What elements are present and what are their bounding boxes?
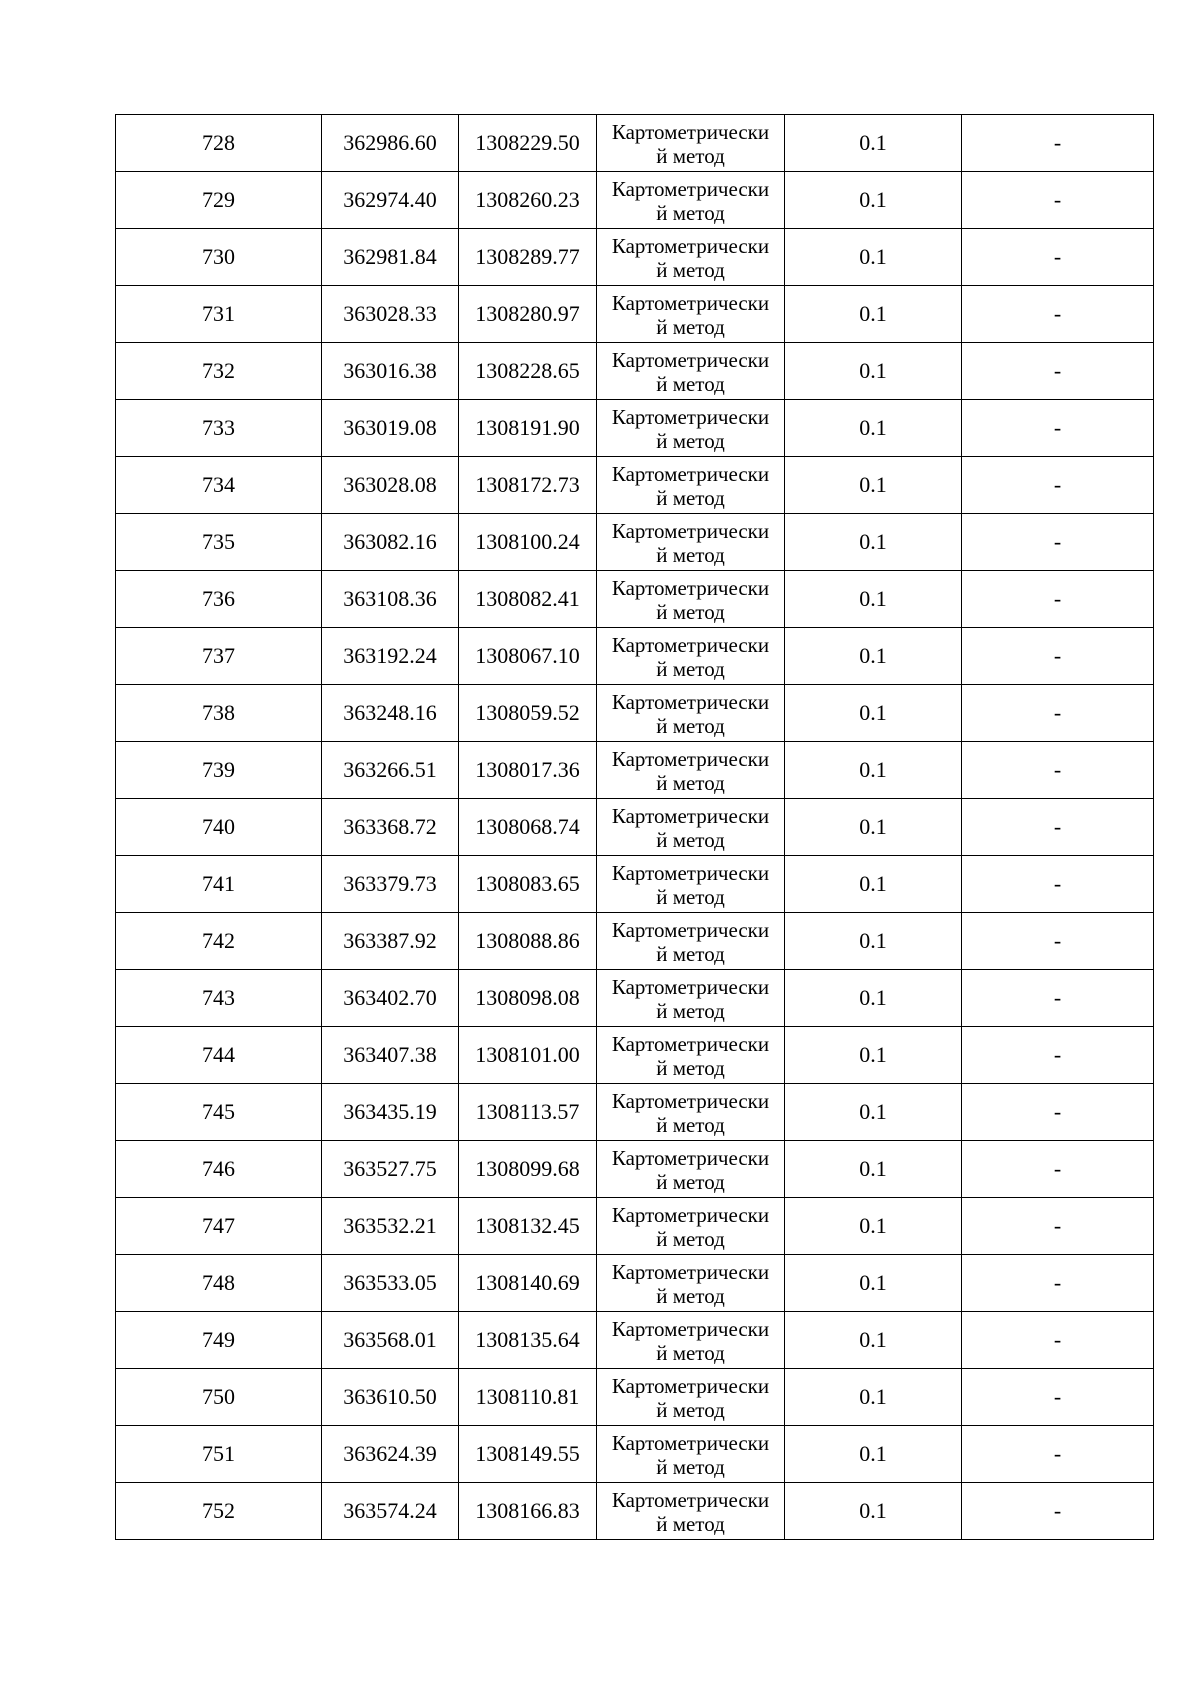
cell-x-coordinate: 363379.73 — [322, 856, 459, 913]
cell-note: - — [962, 913, 1154, 970]
table-row — [116, 400, 1154, 457]
cell-note: - — [962, 628, 1154, 685]
cell-note: - — [962, 1426, 1154, 1483]
cell-point-number: 741 — [116, 856, 322, 913]
cell-note: - — [962, 1255, 1154, 1312]
cell-y-coordinate: 1308140.69 — [459, 1255, 597, 1312]
cell-note: - — [962, 799, 1154, 856]
cell-method: Картометрически й метод — [597, 799, 785, 856]
cell-point-number: 751 — [116, 1426, 322, 1483]
cell-note: - — [962, 343, 1154, 400]
cell-accuracy: 0.1 — [785, 799, 962, 856]
table-row — [116, 856, 1154, 913]
cell-point-number: 743 — [116, 970, 322, 1027]
cell-note: - — [962, 400, 1154, 457]
cell-x-coordinate: 363532.21 — [322, 1198, 459, 1255]
table-row — [116, 343, 1154, 400]
cell-y-coordinate: 1308135.64 — [459, 1312, 597, 1369]
cell-method: Картометрически й метод — [597, 913, 785, 970]
cell-method: Картометрически й метод — [597, 343, 785, 400]
cell-y-coordinate: 1308098.08 — [459, 970, 597, 1027]
cell-note: - — [962, 457, 1154, 514]
cell-accuracy: 0.1 — [785, 628, 962, 685]
cell-method: Картометрически й метод — [597, 286, 785, 343]
table-row — [116, 1312, 1154, 1369]
cell-y-coordinate: 1308082.41 — [459, 571, 597, 628]
cell-method: Картометрически й метод — [597, 1483, 785, 1540]
table-row — [116, 742, 1154, 799]
cell-method: Картометрически й метод — [597, 400, 785, 457]
cell-point-number: 736 — [116, 571, 322, 628]
cell-method: Картометрически й метод — [597, 229, 785, 286]
cell-method: Картометрически й метод — [597, 1312, 785, 1369]
cell-point-number: 733 — [116, 400, 322, 457]
cell-y-coordinate: 1308059.52 — [459, 685, 597, 742]
cell-x-coordinate: 363108.36 — [322, 571, 459, 628]
coordinates-table-body — [116, 115, 1154, 1540]
cell-note: - — [962, 1483, 1154, 1540]
cell-point-number: 752 — [116, 1483, 322, 1540]
cell-method: Картометрически й метод — [597, 115, 785, 172]
cell-y-coordinate: 1308099.68 — [459, 1141, 597, 1198]
cell-x-coordinate: 363082.16 — [322, 514, 459, 571]
cell-x-coordinate: 363019.08 — [322, 400, 459, 457]
cell-x-coordinate: 363407.38 — [322, 1027, 459, 1084]
table-row — [116, 1141, 1154, 1198]
cell-y-coordinate: 1308101.00 — [459, 1027, 597, 1084]
cell-x-coordinate: 363574.24 — [322, 1483, 459, 1540]
cell-method: Картометрически й метод — [597, 172, 785, 229]
cell-note: - — [962, 1312, 1154, 1369]
cell-x-coordinate: 363533.05 — [322, 1255, 459, 1312]
cell-x-coordinate: 363624.39 — [322, 1426, 459, 1483]
cell-note: - — [962, 571, 1154, 628]
cell-accuracy: 0.1 — [785, 514, 962, 571]
cell-point-number: 732 — [116, 343, 322, 400]
cell-y-coordinate: 1308113.57 — [459, 1084, 597, 1141]
cell-x-coordinate: 363387.92 — [322, 913, 459, 970]
cell-accuracy: 0.1 — [785, 1141, 962, 1198]
cell-accuracy: 0.1 — [785, 1255, 962, 1312]
coordinates-table — [115, 114, 1154, 1540]
cell-accuracy: 0.1 — [785, 286, 962, 343]
cell-note: - — [962, 115, 1154, 172]
cell-note: - — [962, 742, 1154, 799]
table-row — [116, 1084, 1154, 1141]
cell-x-coordinate: 363568.01 — [322, 1312, 459, 1369]
table-row — [116, 1255, 1154, 1312]
cell-note: - — [962, 1084, 1154, 1141]
cell-note: - — [962, 1198, 1154, 1255]
cell-point-number: 728 — [116, 115, 322, 172]
cell-accuracy: 0.1 — [785, 685, 962, 742]
cell-accuracy: 0.1 — [785, 571, 962, 628]
cell-y-coordinate: 1308088.86 — [459, 913, 597, 970]
cell-method: Картометрически й метод — [597, 457, 785, 514]
cell-method: Картометрически й метод — [597, 1426, 785, 1483]
table-row — [116, 1369, 1154, 1426]
cell-point-number: 730 — [116, 229, 322, 286]
cell-x-coordinate: 363402.70 — [322, 970, 459, 1027]
cell-y-coordinate: 1308166.83 — [459, 1483, 597, 1540]
cell-accuracy: 0.1 — [785, 1369, 962, 1426]
cell-point-number: 745 — [116, 1084, 322, 1141]
cell-note: - — [962, 172, 1154, 229]
cell-accuracy: 0.1 — [785, 1483, 962, 1540]
cell-y-coordinate: 1308083.65 — [459, 856, 597, 913]
cell-x-coordinate: 363527.75 — [322, 1141, 459, 1198]
cell-x-coordinate: 363016.38 — [322, 343, 459, 400]
cell-method: Картометрически й метод — [597, 1198, 785, 1255]
cell-method: Картометрически й метод — [597, 514, 785, 571]
cell-accuracy: 0.1 — [785, 742, 962, 799]
cell-y-coordinate: 1308017.36 — [459, 742, 597, 799]
cell-x-coordinate: 363266.51 — [322, 742, 459, 799]
cell-y-coordinate: 1308100.24 — [459, 514, 597, 571]
table-row — [116, 685, 1154, 742]
cell-method: Картометрически й метод — [597, 970, 785, 1027]
cell-y-coordinate: 1308110.81 — [459, 1369, 597, 1426]
cell-point-number: 738 — [116, 685, 322, 742]
cell-x-coordinate: 362986.60 — [322, 115, 459, 172]
cell-point-number: 740 — [116, 799, 322, 856]
cell-point-number: 737 — [116, 628, 322, 685]
cell-method: Картометрически й метод — [597, 1084, 785, 1141]
cell-note: - — [962, 856, 1154, 913]
table-row — [116, 457, 1154, 514]
cell-point-number: 739 — [116, 742, 322, 799]
cell-method: Картометрически й метод — [597, 856, 785, 913]
cell-accuracy: 0.1 — [785, 1426, 962, 1483]
cell-note: - — [962, 1027, 1154, 1084]
cell-point-number: 746 — [116, 1141, 322, 1198]
table-row — [116, 172, 1154, 229]
cell-point-number: 735 — [116, 514, 322, 571]
cell-x-coordinate: 363248.16 — [322, 685, 459, 742]
cell-y-coordinate: 1308149.55 — [459, 1426, 597, 1483]
cell-y-coordinate: 1308229.50 — [459, 115, 597, 172]
table-row — [116, 229, 1154, 286]
cell-y-coordinate: 1308228.65 — [459, 343, 597, 400]
cell-y-coordinate: 1308172.73 — [459, 457, 597, 514]
cell-x-coordinate: 363028.08 — [322, 457, 459, 514]
table-row — [116, 571, 1154, 628]
cell-x-coordinate: 363192.24 — [322, 628, 459, 685]
cell-method: Картометрически й метод — [597, 571, 785, 628]
cell-y-coordinate: 1308191.90 — [459, 400, 597, 457]
cell-note: - — [962, 286, 1154, 343]
cell-y-coordinate: 1308289.77 — [459, 229, 597, 286]
cell-y-coordinate: 1308067.10 — [459, 628, 597, 685]
cell-accuracy: 0.1 — [785, 115, 962, 172]
cell-x-coordinate: 363610.50 — [322, 1369, 459, 1426]
cell-point-number: 749 — [116, 1312, 322, 1369]
table-row — [116, 115, 1154, 172]
cell-method: Картометрически й метод — [597, 742, 785, 799]
cell-note: - — [962, 1369, 1154, 1426]
cell-point-number: 731 — [116, 286, 322, 343]
table-row — [116, 913, 1154, 970]
cell-note: - — [962, 685, 1154, 742]
table-row — [116, 1426, 1154, 1483]
table-row — [116, 970, 1154, 1027]
cell-note: - — [962, 1141, 1154, 1198]
cell-point-number: 742 — [116, 913, 322, 970]
table-row — [116, 1027, 1154, 1084]
cell-x-coordinate: 363028.33 — [322, 286, 459, 343]
cell-x-coordinate: 362981.84 — [322, 229, 459, 286]
cell-accuracy: 0.1 — [785, 913, 962, 970]
cell-point-number: 747 — [116, 1198, 322, 1255]
cell-x-coordinate: 362974.40 — [322, 172, 459, 229]
table-row — [116, 1198, 1154, 1255]
cell-method: Картометрически й метод — [597, 1141, 785, 1198]
cell-accuracy: 0.1 — [785, 1198, 962, 1255]
table-row — [116, 514, 1154, 571]
cell-accuracy: 0.1 — [785, 400, 962, 457]
cell-accuracy: 0.1 — [785, 457, 962, 514]
cell-y-coordinate: 1308132.45 — [459, 1198, 597, 1255]
cell-method: Картометрически й метод — [597, 1255, 785, 1312]
cell-note: - — [962, 229, 1154, 286]
cell-point-number: 729 — [116, 172, 322, 229]
cell-point-number: 744 — [116, 1027, 322, 1084]
cell-point-number: 750 — [116, 1369, 322, 1426]
cell-accuracy: 0.1 — [785, 856, 962, 913]
table-row — [116, 286, 1154, 343]
cell-y-coordinate: 1308068.74 — [459, 799, 597, 856]
table-row — [116, 1483, 1154, 1540]
cell-point-number: 748 — [116, 1255, 322, 1312]
cell-accuracy: 0.1 — [785, 1312, 962, 1369]
cell-method: Картометрически й метод — [597, 628, 785, 685]
cell-method: Картометрически й метод — [597, 1369, 785, 1426]
cell-method: Картометрически й метод — [597, 685, 785, 742]
cell-accuracy: 0.1 — [785, 343, 962, 400]
cell-method: Картометрически й метод — [597, 1027, 785, 1084]
cell-point-number: 734 — [116, 457, 322, 514]
cell-accuracy: 0.1 — [785, 970, 962, 1027]
cell-accuracy: 0.1 — [785, 229, 962, 286]
cell-accuracy: 0.1 — [785, 1084, 962, 1141]
cell-accuracy: 0.1 — [785, 1027, 962, 1084]
table-row — [116, 628, 1154, 685]
cell-y-coordinate: 1308280.97 — [459, 286, 597, 343]
table-row — [116, 799, 1154, 856]
cell-note: - — [962, 514, 1154, 571]
cell-x-coordinate: 363435.19 — [322, 1084, 459, 1141]
cell-note: - — [962, 970, 1154, 1027]
cell-accuracy: 0.1 — [785, 172, 962, 229]
cell-y-coordinate: 1308260.23 — [459, 172, 597, 229]
cell-x-coordinate: 363368.72 — [322, 799, 459, 856]
